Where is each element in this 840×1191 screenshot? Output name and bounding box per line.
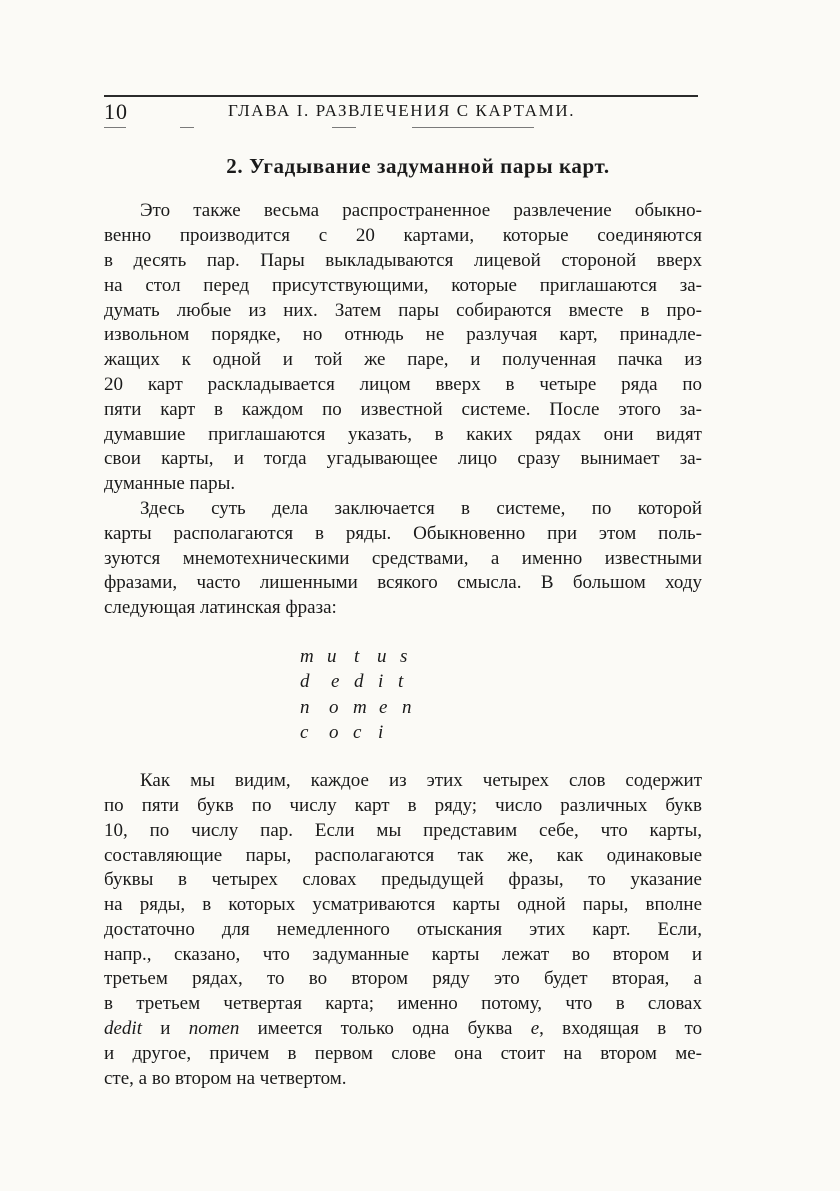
header-underline-mark: [104, 127, 126, 128]
header-rule: [104, 95, 698, 97]
latin-letter: m: [353, 697, 367, 718]
paragraph-line: пяти карт в каждом по известной системе. После этого за-: [104, 399, 702, 420]
latin-letter: e: [331, 671, 340, 692]
latin-letter: o: [329, 722, 339, 743]
header-underline-mark: [332, 127, 356, 128]
latin-letter: m: [300, 646, 314, 667]
paragraph-line: 10, по числу пар. Если мы представим себе, что карты,: [104, 820, 702, 841]
latin-letter: t: [398, 671, 404, 692]
paragraph-line: думать любые из них. Затем пары собираются вместе в про-: [104, 300, 702, 321]
paragraph-line: Это также весьма распространенное развлечение обыкно-: [140, 200, 702, 221]
header-underline-mark: [180, 127, 194, 128]
latin-letter: e: [379, 697, 388, 718]
latin-letter: d: [300, 671, 310, 692]
paragraph-line: буквы в четырех словах предыдущей фразы, то указание: [104, 869, 702, 890]
paragraph-line: по пяти букв по числу карт в ряду; число различных букв: [104, 795, 702, 816]
inline-text: имеется только одна буква: [257, 1018, 513, 1039]
paragraph-line: сте, а во втором на четвертом.: [104, 1068, 347, 1089]
latin-letter: u: [377, 646, 387, 667]
paragraph-line: Как мы видим, каждое из этих четырех слов содержит: [140, 770, 702, 791]
paragraph-line: жащих к одной и той же паре, и полученная пачка из: [104, 349, 702, 370]
paragraph-line: карты располагаются в ряды. Обыкновенно при этом поль-: [104, 523, 702, 544]
paragraph-line: фразами, часто лишенными всякого смысла. В большом ходу: [104, 572, 702, 593]
latin-letter: s: [400, 646, 408, 667]
paragraph-line: думавшие приглашаются указать, в каких рядах они видят: [104, 424, 702, 445]
paragraph-line: венно производится с 20 картами, которые соединяются: [104, 225, 702, 246]
paragraph-line: извольном порядке, но отнюдь не разлучая карт, принадле-: [104, 324, 702, 345]
latin-letter: c: [300, 722, 309, 743]
paragraph-line: на стол перед присутствующими, которые приглашаются за-: [104, 275, 702, 296]
paragraph-line: зуются мнемотехническими средствами, а именно известными: [104, 548, 702, 569]
page-number: 10: [104, 99, 128, 124]
paragraph-line: 20 карт раскладывается лицом вверх в четыре ряда по: [104, 374, 702, 395]
latin-letter: i: [378, 722, 384, 743]
page-header: [104, 95, 698, 124]
latin-letter: t: [354, 646, 360, 667]
paragraph-line-mixed: [104, 1016, 702, 1041]
running-title: ГЛАВА I. РАЗВЛЕЧЕНИЯ С КАРТАМИ.: [228, 101, 576, 120]
section-title: 2. Угадывание задуманной пары карт.: [226, 154, 610, 178]
paragraph-line: составляющие пары, располагаются так же, как одинаковые: [104, 845, 702, 866]
latin-word-inline: nomen: [188, 1018, 240, 1039]
paragraph-line: напр., сказано, что задуманные карты лежат во втором и: [104, 944, 702, 965]
paragraph-line: достаточно для немедленного отыскания этих карт. Если,: [104, 919, 702, 940]
latin-letter: n: [300, 697, 310, 718]
latin-letter-inline: e: [530, 1018, 540, 1039]
latin-letter: d: [354, 671, 364, 692]
paragraph-line: на ряды, в которых усматриваются карты одной пары, вполне: [104, 894, 702, 915]
latin-letter: o: [329, 697, 339, 718]
paragraph-line: думанные пары.: [104, 473, 236, 494]
latin-letter: n: [402, 697, 412, 718]
latin-letter: i: [378, 671, 384, 692]
inline-text: , входящая в то: [539, 1018, 703, 1039]
latin-letter: u: [327, 646, 337, 667]
header-underline-mark: [412, 127, 534, 128]
paragraph-line: в десять пар. Пары выкладываются лицевой стороной вверх: [104, 250, 702, 271]
paragraph-line: третьем рядах, то во втором ряду это будет вторая, а: [104, 968, 702, 989]
latin-word-inline: dedit: [104, 1018, 142, 1039]
paragraph-line: в третьем четвертая карта; именно потому, что в словах: [104, 993, 702, 1014]
paragraph-line: следующая латинская фраза:: [104, 597, 337, 618]
inline-text: и: [160, 1018, 171, 1039]
paragraph-line: Здесь суть дела заключается в системе, по которой: [140, 498, 702, 519]
latin-letter: c: [353, 722, 362, 743]
paragraph-line: свои карты, и тогда угадывающее лицо сразу вынимает за-: [104, 448, 702, 469]
paragraph-line: и другое, причем в первом слове она стоит на втором ме-: [104, 1043, 702, 1064]
